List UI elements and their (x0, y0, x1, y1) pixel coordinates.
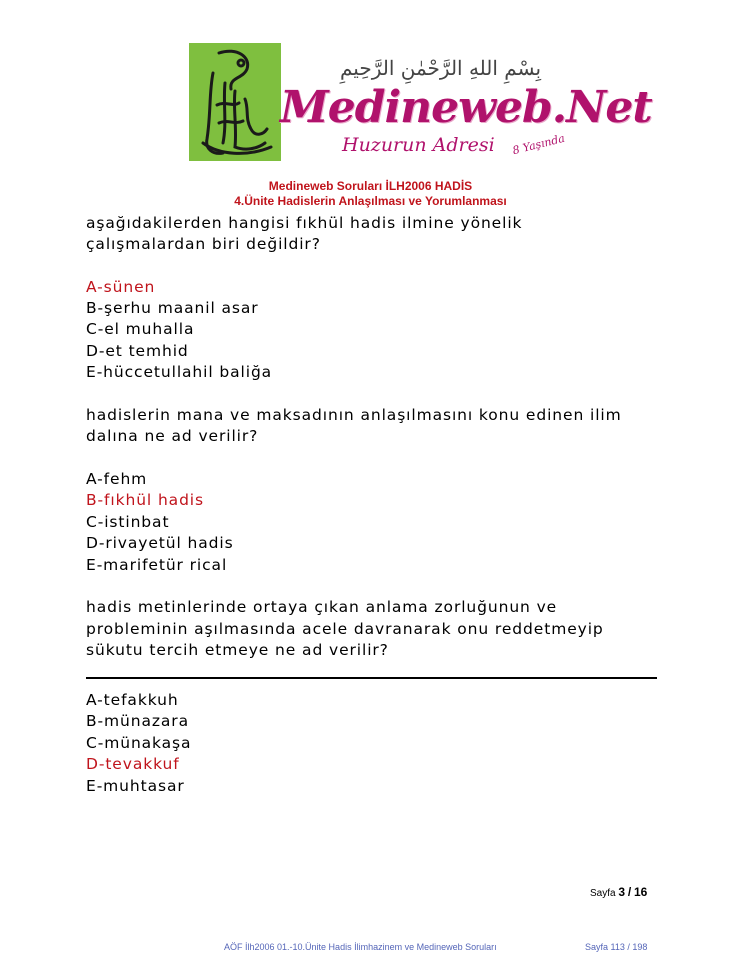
question-3-option-correct: D-tevakkuf (86, 755, 180, 773)
question-3-option: C-münakaşa (86, 734, 192, 752)
question-3-option: E-muhtasar (86, 777, 185, 795)
question-3-text-line: hadis metinlerinde ortaya çıkan anlama zorluğunun ve (86, 598, 558, 616)
question-1-text-line: çalışmalardan biri değildir? (86, 235, 321, 253)
question-3-option: B-münazara (86, 712, 189, 730)
unit-title: 4.Ünite Hadislerin Anlaşılması ve Yorumlanması (234, 194, 507, 208)
page-counter (590, 885, 647, 899)
question-1-text-line: aşağıdakilerden hangisi fıkhül hadis ilmine yönelik (86, 214, 523, 232)
logo-tagline: Huzurun Adresi (342, 134, 495, 156)
question-2-option: C-istinbat (86, 513, 170, 531)
question-1-option: B-şerhu maanil asar (86, 299, 259, 317)
question-1-option: D-et temhid (86, 342, 189, 360)
page-counter-separator: / (627, 885, 632, 899)
question-1-option: C-el muhalla (86, 320, 195, 338)
footer-source: AÖF İlh2006 01.-10.Ünite Hadis İlimhazinem ve Medineweb Soruları (224, 942, 497, 952)
logo-age-label: 8 Yaşında (511, 131, 567, 158)
question-2-option: A-fehm (86, 470, 148, 488)
question-3-option: A-tefakkuh (86, 691, 179, 709)
question-1-option-correct: A-sünen (86, 278, 156, 296)
logo-brand-name: Medineweb.Net (280, 82, 652, 133)
question-2-text-line: hadislerin mana ve maksadının anlaşılmasını konu edinen ilim (86, 406, 622, 424)
horizontal-rule (86, 677, 657, 679)
question-3-text-line: sükutu tercih etmeye ne ad verilir? (86, 641, 389, 659)
question-2-option: D-rivayetül hadis (86, 534, 234, 552)
question-3-text-line: probleminin aşılmasında acele davranarak onu reddetmeyip (86, 620, 604, 638)
footer-page-number: Sayfa 113 / 198 (585, 942, 648, 952)
question-1-option: E-hüccetullahil baliğa (86, 363, 273, 381)
document-title: Medineweb Soruları İLH2006 HADİS (268, 179, 473, 193)
question-2-option-correct: B-fıkhül hadis (86, 491, 204, 509)
page-counter-total: 16 (633, 885, 648, 899)
logo-arabic-basmala: بِسْمِ اللهِ الرَّحْمٰنِ الرَّحِيمِ (340, 56, 542, 80)
question-2-option: E-marifetür rical (86, 556, 228, 574)
question-2-text-line: dalına ne ad verilir? (86, 427, 259, 445)
page-counter-current: 3 (618, 885, 626, 899)
logo-calligraphy-image (189, 43, 281, 161)
page-counter-label: Sayfa (590, 888, 616, 899)
